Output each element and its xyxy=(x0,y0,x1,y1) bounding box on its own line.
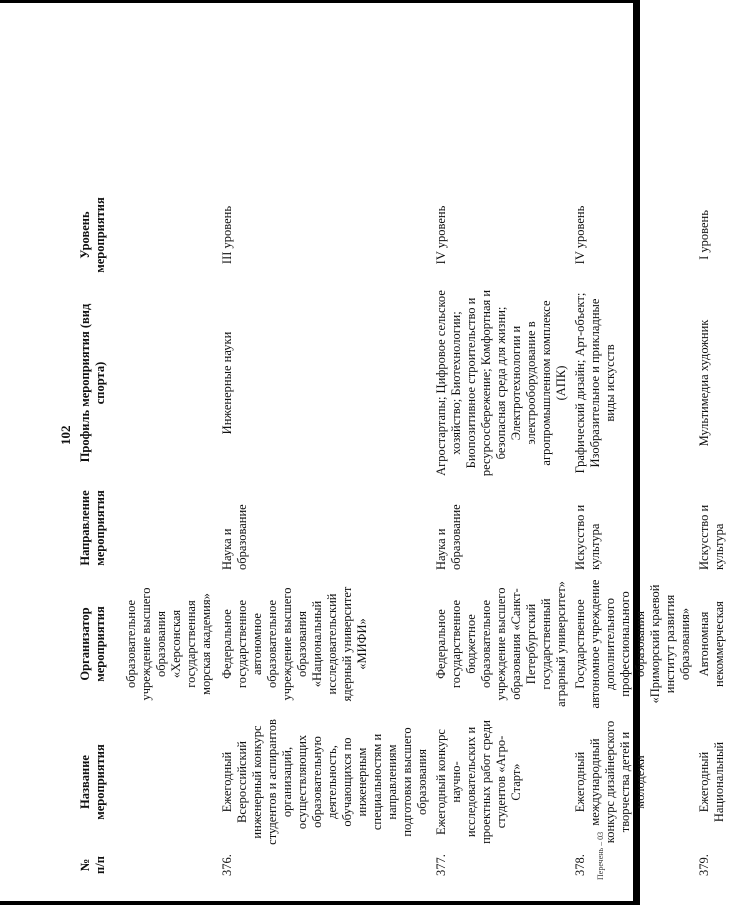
header-num: № п/п xyxy=(78,856,107,874)
table-header-row xyxy=(76,186,122,880)
row-direction xyxy=(122,482,218,574)
row-profile xyxy=(122,284,218,482)
header-name: Название мероприятия xyxy=(78,744,107,820)
row-organizer: Федеральное государственное автономное образовательное учреждение высшего образования «Национальный исследовательский ядерный университет «МИФИ» xyxy=(220,586,369,702)
row-direction: Искусство и культура xyxy=(573,504,602,570)
table-row xyxy=(218,186,432,880)
page-number: 102 xyxy=(58,425,73,445)
row-level: III уровень xyxy=(220,205,234,265)
table-row xyxy=(571,186,695,880)
row-num: 377. xyxy=(434,854,448,876)
row-level: IV уровень xyxy=(573,205,587,265)
footer-stamp: Перечень – 03 xyxy=(596,831,605,880)
row-num: 379. xyxy=(697,854,711,876)
header-direction: Направление мероприятия xyxy=(78,490,107,566)
row-level xyxy=(122,186,218,284)
row-num: 378. xyxy=(573,854,587,876)
row-name: Ежегодный Национальный xyxy=(697,741,726,823)
row-direction: Искусство и культура xyxy=(697,504,726,570)
row-organizer: Автономная некоммерческая xyxy=(697,601,726,687)
table-row xyxy=(695,186,729,880)
row-profile: Мультимедиа художник xyxy=(697,319,711,447)
row-name: Ежегодный конкурс научно-исследовательских и проектных работ среди студентов «Агро-Старт» xyxy=(434,720,523,844)
row-name: Ежегодный Всероссийский инженерный конкурс студентов и аспирантов организаций, осуществляющих образовательную деятельность, обучающихся по инженерным специальностям и направлениям подготовки высшего образования xyxy=(220,719,429,845)
row-direction: Наука и образование xyxy=(434,504,463,570)
document-page xyxy=(6,0,726,905)
row-organizer: образовательное учреждение высшего образования «Херсонская государственная морская академия» xyxy=(124,587,213,701)
row-profile: Агростартапы; Цифровое сельское хозяйство; Биотехнологии; Биопозитивное строительство и ресурсосбережение; Комфортная и безопасная среда для жизни; Электротехнологии и электрооборудование в агропромышленном комплексе (АПК) xyxy=(434,289,568,477)
header-profile: Профиль мероприятия (вид спорта) xyxy=(78,303,107,463)
row-num: 376. xyxy=(220,854,234,876)
row-name xyxy=(122,714,218,850)
header-organizer: Организатор мероприятия xyxy=(78,606,107,682)
row-num xyxy=(122,850,218,880)
row-organizer: Государственное автономное учреждение дополнительного профессионального образования «Приморский краевой институт развития образования» xyxy=(573,579,692,709)
row-profile: Графический дизайн; Арт-объект; Изобразительное и прикладные виды искусств xyxy=(573,292,617,474)
table-row xyxy=(122,186,218,880)
table-row xyxy=(432,186,571,880)
row-level: I уровень xyxy=(697,210,711,260)
row-organizer: Федеральное государственное бюджетное образовательное учреждение высшего образования «Санкт-Петербургский государственный аграрный университет» xyxy=(434,581,568,707)
row-name: Ежегодный международный конкурс дизайнерского творчества детей и молодежи xyxy=(573,720,647,844)
header-level: Уровень мероприятия xyxy=(78,197,107,273)
events-table xyxy=(76,186,729,880)
row-direction: Наука и образование xyxy=(220,504,249,570)
row-profile: Инженерные науки xyxy=(220,331,234,435)
row-level: IV уровень xyxy=(434,205,448,265)
